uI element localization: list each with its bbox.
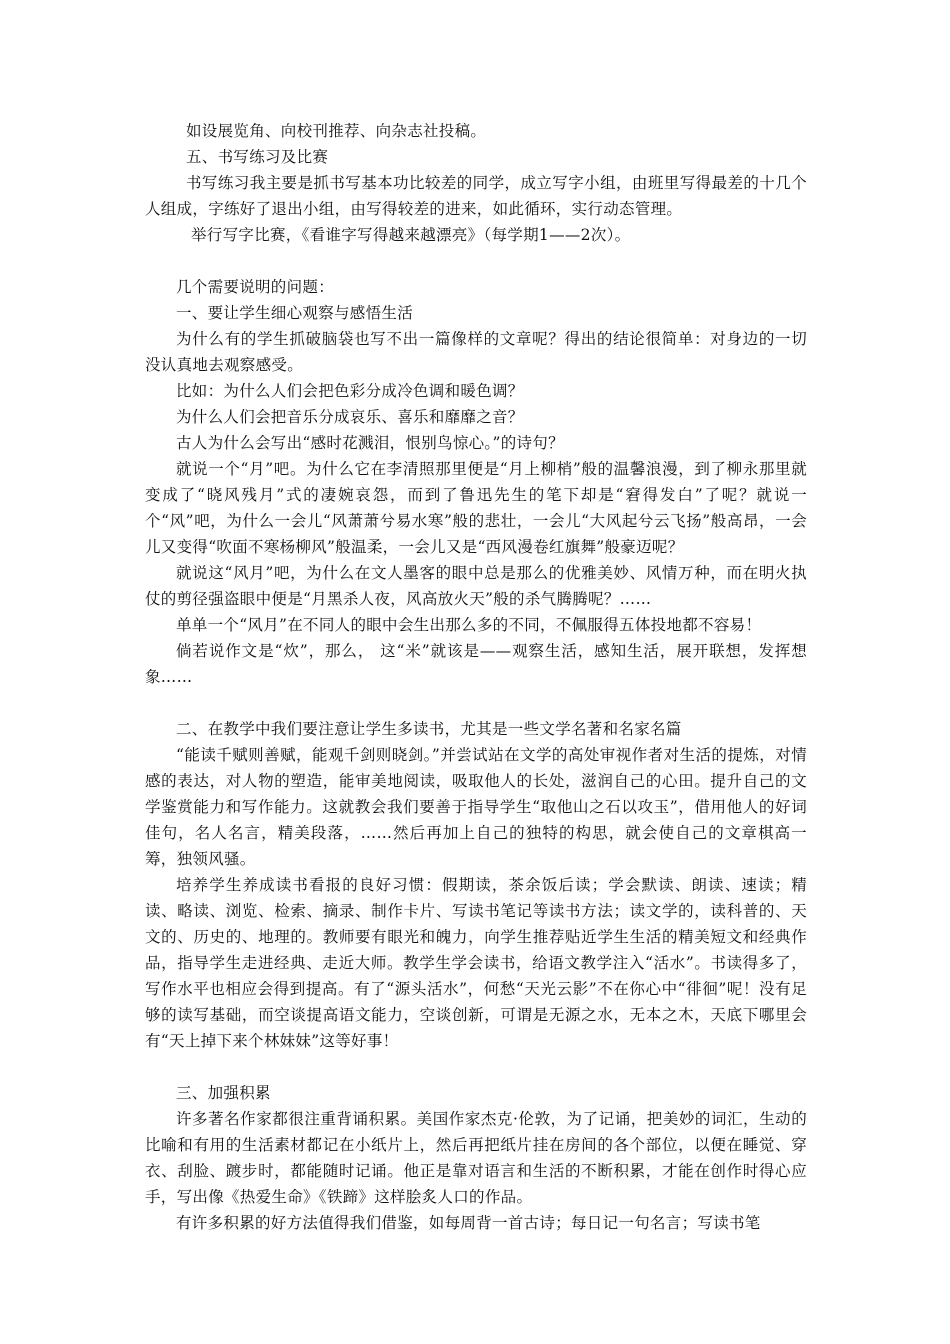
heading-issues: 几个需要说明的问题： [176,278,335,296]
paragraph-exhibition: 如设展览角、向校刊推荐、向杂志社投稿。 [186,122,487,140]
heading-writing-practice: 五、书写练习及比赛 [186,148,329,166]
paragraph-cooking-rice: 倘若说作文是“炊”，那么， 这“米”就该是——观察生活，感知生活，展开联想，发挥想象…… [145,642,807,686]
heading-read-more: 二、在教学中我们要注意让学生多读书，尤其是一些文学名著和名家名篇 [176,720,682,738]
paragraph-methods: 有许多积累的好方法值得我们借鉴，如每周背一首古诗；每日记一句名言；写读书笔 [176,1214,761,1232]
paragraph-admire: 单单一个“风月”在不同人的眼中会生出那么多的不同，不佩服得五体投地都不容易！ [176,616,762,634]
paragraph-colors: 比如：为什么人们会把色彩分成冷色调和暖色调？ [176,382,524,400]
heading-accumulate: 三、加强积累 [176,1084,271,1102]
paragraph-music: 为什么人们会把音乐分成哀乐、喜乐和靡靡之音？ [176,408,524,426]
document-body [145,118,807,1236]
paragraph-writing-group: 书写练习我主要是抓书写基本功比较差的同学，成立写字小组，由班里写得最差的十几个人组成，字练好了退出小组，由写得较差的进来，如此循环，实行动态管理。 [145,174,807,218]
paragraph-reading-habits: 培养学生养成读书看报的良好习惯：假期读，茶余饭后读；学会默读、朗读、速读；精读、略读、浏览、检索、摘录、制作卡片、写读书笔记等读书方法；读文学的，读科普的、天文的、历史的、地理的。教师要有眼光和魄力，向学生推荐贴近学生生活的精美短文和经典作品，指导学生走进经典、走近大师。教学生学会读书，给语文教学注入“活水”。书读得多了，写作水平也相应会得到提高。有了“源头活水”，何愁“天光云影”不在你心中“徘徊”呢！没有足够的读写基础，而空谈提高语文能力，空谈创新，可谓是无源之水，无本之木，天底下哪里会有“天上掉下来个林妹妹”这等好事！ [145,876,807,1050]
paragraph-fengyue: 就说这“风月”吧，为什么在文人墨客的眼中总是那么的优雅美妙、风情万种，而在明火执仗的剪径强盗眼中便是“月黑杀人夜，风高放火天”般的杀气腾腾呢？…… [145,564,807,608]
paragraph-jack-london: 许多著名作家都很注重背诵积累。美国作家杰克·伦敦，为了记诵，把美妙的词汇，生动的比喻和有用的生活素材都记在小纸片上，然后再把纸片挂在房间的各个部位，以便在睡觉、穿衣、刮脸、踱步时，都能随时记诵。他正是靠对语言和生活的不断积累，才能在创作时得心应手，写出像《热爱生命》《铁蹄》这样脍炙人口的作品。 [145,1110,807,1206]
paragraph-why-students: 为什么有的学生抓破脑袋也写不出一篇像样的文章呢？得出的结论很简单：对身边的一切没认真地去观察感受。 [145,330,807,374]
paragraph-ancient-poem: 古人为什么会写出“感时花溅泪，恨别鸟惊心。”的诗句？ [176,434,564,452]
paragraph-read-thousand: “能读千赋则善赋，能观千剑则晓剑。”并尝试站在文学的高处审视作者对生活的提炼，对情感的表达，对人物的塑造，能审美地阅读，吸取他人的长处，滋润自己的心田。提升自己的文学鉴赏能力和写作能力。这就教会我们要善于指导学生“取他山之石以攻玉”，借用他人的好词佳句，名人名言，精美段落，……然后再加上自己的独特的构思，就会使自己的文章棋高一筹，独领风骚。 [145,746,807,868]
paragraph-writing-contest: 举行写字比赛，《看谁字写得越来越漂亮》（每学期1——2次）。 [191,226,631,244]
spacer [145,1054,807,1080]
spacer [145,690,807,716]
spacer [145,248,807,274]
paragraph-moon-wind: 就说一个“月”吧。为什么它在李清照那里便是“月上柳梢”般的温馨浪漫，到了柳永那里就变成了“晓风残月”式的凄婉哀怨，而到了鲁迅先生的笔下却是“窘得发白”了呢？就说一个“风”吧，为什么一会儿“风萧萧兮易水寒”般的悲壮，一会儿“大风起兮云飞扬”般高昂，一会儿又变得“吹面不寒杨柳风”般温柔，一会儿又是“西风漫卷红旗舞”般豪迈呢？ [145,460,807,556]
heading-observe-life: 一、要让学生细心观察与感悟生活 [176,304,414,322]
